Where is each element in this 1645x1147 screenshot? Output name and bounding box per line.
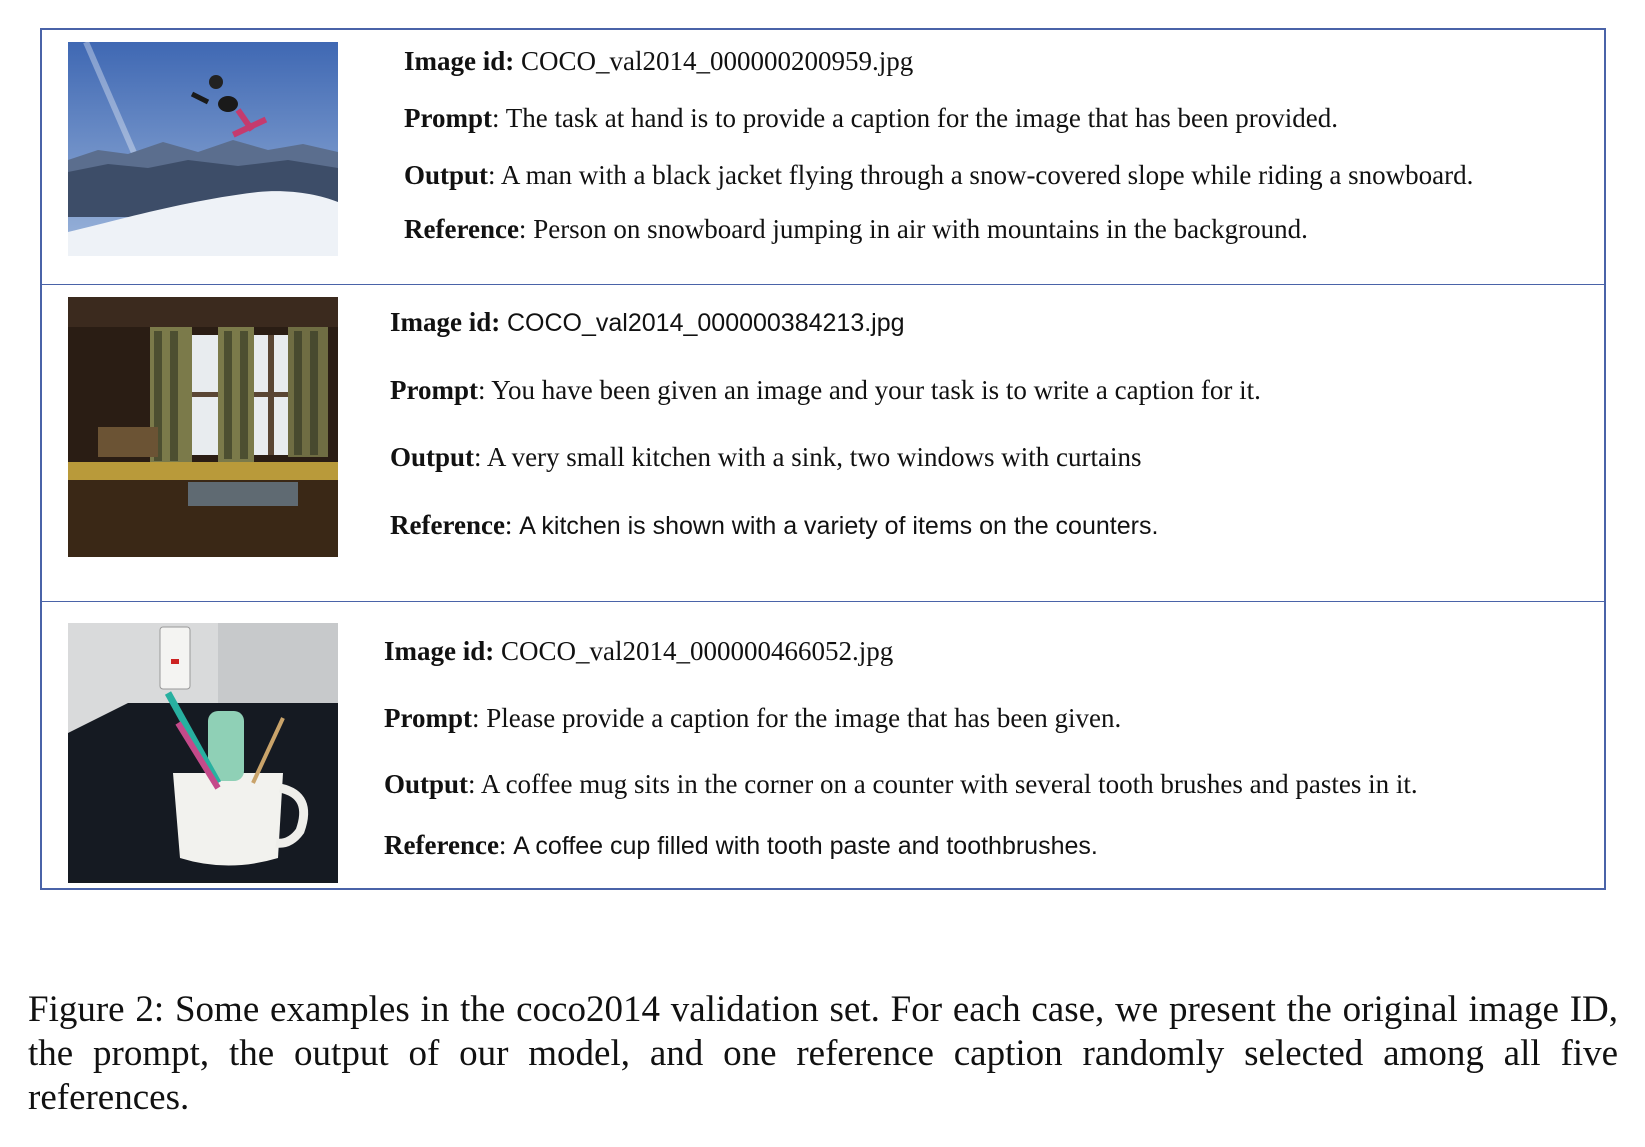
prompt-line: Prompt: The task at hand is to provide a caption for the image that has been provided. <box>404 103 1339 133</box>
output-line: Output: A man with a black jacket flying through a snow-covered slope while riding a snowboard. <box>404 160 1474 190</box>
output-line: Output: A coffee mug sits in the corner on a counter with several tooth brushes and pastes in it. <box>384 769 1418 799</box>
example-row <box>42 284 1604 601</box>
reference-line: Reference: A kitchen is shown with a variety of items on the counters. <box>390 510 1159 540</box>
prompt-line: Prompt: You have been given an image and your task is to write a caption for it. <box>390 375 1261 405</box>
reference-value: Person on snowboard jumping in air with mountains in the background. <box>533 214 1308 244</box>
image-id-value: COCO_val2014_000000466052.jpg <box>501 636 894 666</box>
image-id-value: COCO_val2014_000000200959.jpg <box>521 46 914 76</box>
output-value: A coffee mug sits in the corner on a counter with several tooth brushes and pastes in it. <box>480 769 1418 799</box>
image-id-line <box>390 309 905 336</box>
examples-figure <box>40 28 1606 890</box>
prompt-line: Prompt: Please provide a caption for the image that has been given. <box>384 703 1122 733</box>
reference-line: Reference: A coffee cup filled with tooth paste and toothbrushes. <box>384 830 1098 860</box>
reference-label: Reference <box>384 830 499 860</box>
reference-label: Reference <box>390 510 505 540</box>
reference-value: A kitchen is shown with a variety of items on the counters. <box>519 512 1159 540</box>
reference-line: Reference: Person on snowboard jumping in air with mountains in the background. <box>404 214 1308 244</box>
image-id-label: Image id: <box>384 636 495 666</box>
prompt-label: Prompt <box>404 103 492 133</box>
prompt-value: Please provide a caption for the image that has been given. <box>486 703 1122 733</box>
reference-value: A coffee cup filled with tooth paste and toothbrushes. <box>513 832 1098 860</box>
example-row <box>42 30 1604 284</box>
prompt-label: Prompt <box>390 375 478 405</box>
output-label: Output <box>384 769 469 799</box>
prompt-value: You have been given an image and your task is to write a caption for it. <box>491 375 1261 405</box>
output-label: Output <box>404 160 489 190</box>
output-label: Output <box>390 442 475 472</box>
image-id-label: Image id: <box>390 307 501 337</box>
prompt-value: The task at hand is to provide a caption for the image that has been provided. <box>505 103 1339 133</box>
figure-caption: Figure 2: Some examples in the coco2014 validation set. For each case, we present the original image ID, the prompt, the output of our model, and one reference caption randomly selected among all five references. <box>28 989 1618 1118</box>
image-id-line <box>404 48 913 75</box>
output-line: Output: A very small kitchen with a sink, two windows with curtains <box>390 442 1142 472</box>
kitchen-photo <box>68 297 338 557</box>
image-id-value: COCO_val2014_000000384213.jpg <box>507 309 905 337</box>
image-id-line <box>384 638 893 665</box>
snowboarder-photo <box>68 42 338 256</box>
output-value: A very small kitchen with a sink, two windows with curtains <box>486 442 1142 472</box>
image-id-label: Image id: <box>404 46 515 76</box>
mug-photo <box>68 623 338 883</box>
example-row <box>42 601 1604 890</box>
output-value: A man with a black jacket flying through a snow-covered slope while riding a snowboard. <box>500 160 1474 190</box>
reference-label: Reference <box>404 214 519 244</box>
prompt-label: Prompt <box>384 703 472 733</box>
